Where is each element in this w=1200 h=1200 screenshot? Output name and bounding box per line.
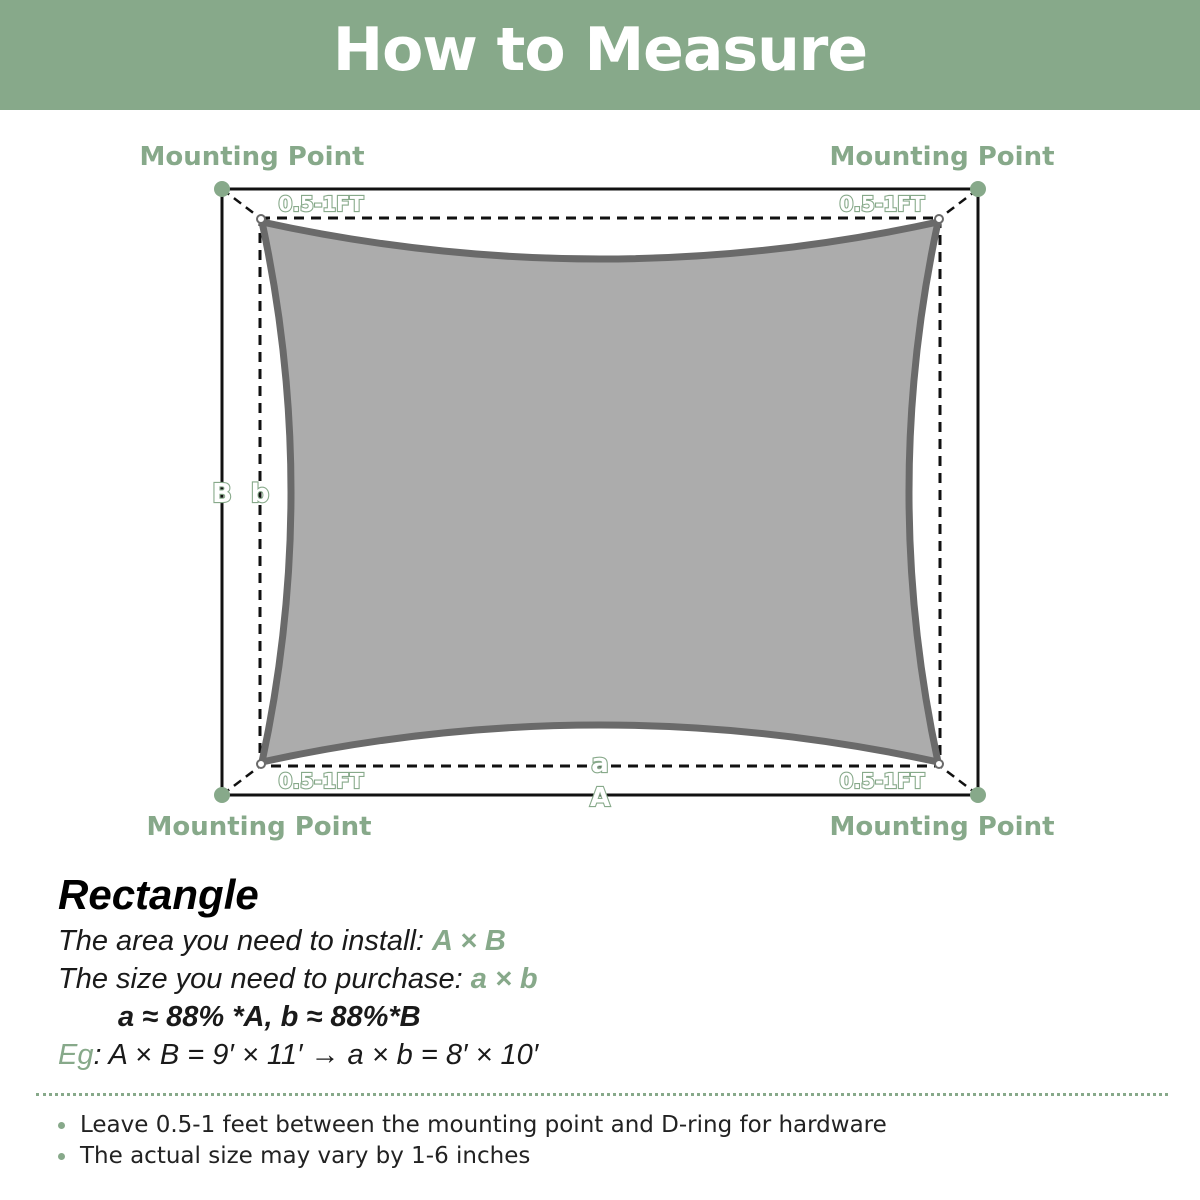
mounting-point-label-bottom-right: Mounting Point (829, 812, 1055, 842)
bullet-icon (58, 1122, 65, 1129)
inner-height-label: b (250, 479, 270, 509)
offset-label-top-right: 0.5-1FT (839, 192, 925, 216)
shade-sail (262, 222, 938, 762)
notes-list (58, 1110, 887, 1172)
mounting-point-top-right (970, 181, 986, 197)
mounting-point-label-top-left: Mounting Point (139, 142, 365, 172)
mounting-point-label-top-right: Mounting Point (829, 142, 1055, 172)
note-text: Leave 0.5-1 feet between the mounting point and D-ring for hardware (80, 1112, 887, 1138)
offset-label-bottom-left: 0.5-1FT (278, 769, 364, 793)
note-item (58, 1110, 887, 1141)
purchase-text: The size you need to purchase: (58, 963, 471, 996)
mounting-point-bottom-left (214, 787, 230, 803)
example-prefix: Eg (58, 1039, 94, 1072)
purchase-size-line (58, 960, 1158, 998)
install-text: The area you need to install: (58, 925, 433, 958)
note-item (58, 1141, 887, 1172)
offset-label-bottom-right: 0.5-1FT (839, 769, 925, 793)
dotted-divider (36, 1093, 1168, 1096)
bullet-icon (58, 1153, 65, 1160)
outer-width-label: A (589, 783, 611, 813)
note-text: The actual size may vary by 1-6 inches (80, 1143, 531, 1169)
install-value: A × B (432, 925, 506, 958)
mounting-point-top-left (214, 181, 230, 197)
shape-info (58, 872, 1158, 1074)
page-title: How to Measure (332, 15, 868, 85)
purchase-value: a × b (470, 963, 538, 996)
ratio-line: a ≈ 88% *A, b ≈ 88%*B (118, 1001, 421, 1034)
inner-width-label: a (591, 749, 609, 779)
example-text: : A × B = 9′ × 11′ → a × b = 8′ × 10′ (93, 1039, 539, 1072)
mounting-point-label-bottom-left: Mounting Point (146, 812, 372, 842)
outer-height-label: B (212, 479, 232, 509)
install-area-line (58, 922, 1158, 960)
example-line (58, 1036, 1158, 1074)
offset-label-top-left: 0.5-1FT (278, 192, 364, 216)
mounting-point-bottom-right (970, 787, 986, 803)
shape-title: Rectangle (58, 871, 259, 918)
